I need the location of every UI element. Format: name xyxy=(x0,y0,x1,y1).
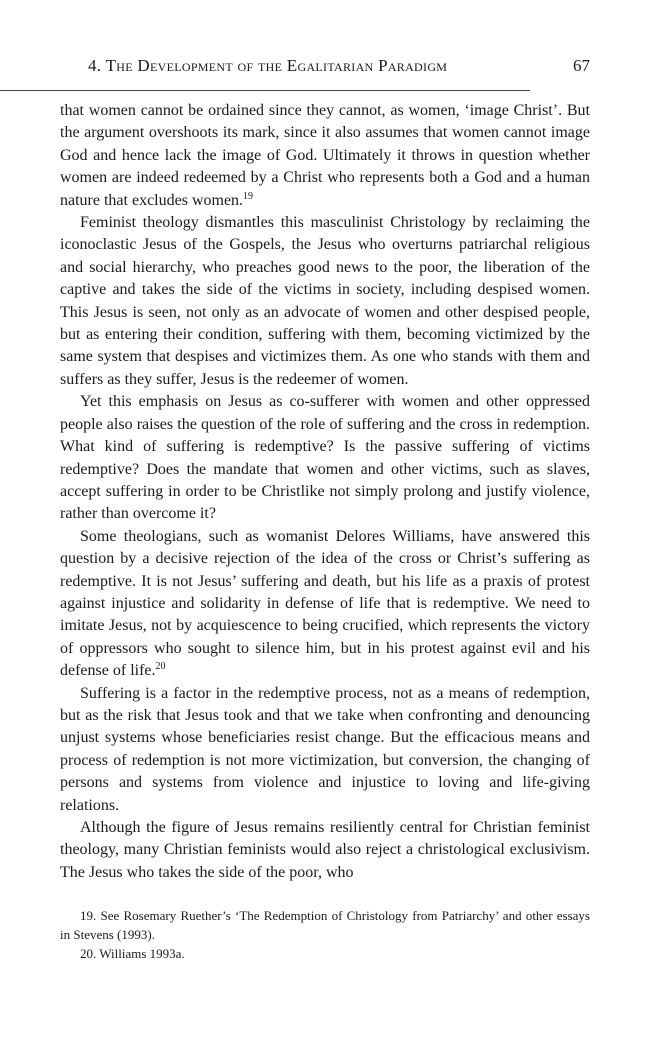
running-head-title: 4. The Development of the Egalitarian Paradigm xyxy=(88,56,448,75)
note-ref-20: 20 xyxy=(155,661,166,673)
footnote-20: 20. Williams 1993a. xyxy=(80,946,185,961)
note-ref-19: 19 xyxy=(243,190,254,202)
footnotes xyxy=(60,906,590,963)
paragraph-3: Yet this emphasis on Jesus as co-sufferer with women and other oppressed people also raises the question of the role of suffering and the cross in redemption. What kind of suffering is redemptive? Is the passive suffering of victims redemptive? Does the mandate that women and other victims, such as slaves, accept suffering in order to be Christlike not simply prolong and justify violence, rather than overcome it? xyxy=(60,393,590,523)
body-text xyxy=(60,100,590,884)
running-head xyxy=(60,56,590,80)
paragraph-4 xyxy=(60,526,590,683)
header-rule xyxy=(0,90,530,91)
paragraph-1-text: that women cannot be ordained since they cannot, as women, ‘image Christ’. But the argument overshoots its mark, since it also assumes that women cannot image God and hence lack the image of God. Ultimately it throws in question whether women are indeed redeemed by a Christ who represents both a God and a human nature that excludes women. xyxy=(60,102,590,209)
paragraph-2: Feminist theology dismantles this masculinist Christology by reclaiming the iconoclastic Jesus of the Gospels, the Jesus who overturns patriarchal religious and social hierarchy, who preaches good news to the poor, the liberation of the captive and takes the side of the victims in society, including despised women. This Jesus is seen, not only as an advocate of women and other despised people, but as entering their condition, suffering with them, becoming victimized by the same system that despises and victimizes them. As one who stands with them and suffers as they suffer, Jesus is the redeemer of women. xyxy=(60,214,590,388)
paragraph-4-text: Some theologians, such as womanist Delores Williams, have answered this question by a decisive rejection of the idea of the cross or Christ’s suffering as redemptive. It is not Jesus’ suffering and death, but his life as a praxis of protest against injustice and solidarity in defense of life that is redemptive. We need to imitate Jesus, not by acquiescence to being crucified, which represents the victory of oppressors who sought to silence him, but in his protest against evil and his defense of life. xyxy=(60,527,590,680)
paragraph-5: Suffering is a factor in the redemptive process, not as a means of redemption, but as the risk that Jesus took and that we take when confronting and denouncing unjust systems whose beneficiaries resist change. But the efficacious means and process of redemption is not more victimization, but conversion, the changing of persons and systems from violence and injustice to loving and life-giving relations. xyxy=(60,684,590,814)
paragraph-6: Although the figure of Jesus remains resiliently central for Christian feminist theology, many Christian feminists would also reject a christological exclusivism. The Jesus who takes the side of the poor, who xyxy=(60,819,590,881)
footnote-19: 19. See Rosemary Ruether’s ‘The Redemption of Christology from Patriarchy’ and other essays in Stevens (1993). xyxy=(60,908,590,942)
paragraph-1 xyxy=(60,100,590,212)
page-number: 67 xyxy=(573,56,590,75)
